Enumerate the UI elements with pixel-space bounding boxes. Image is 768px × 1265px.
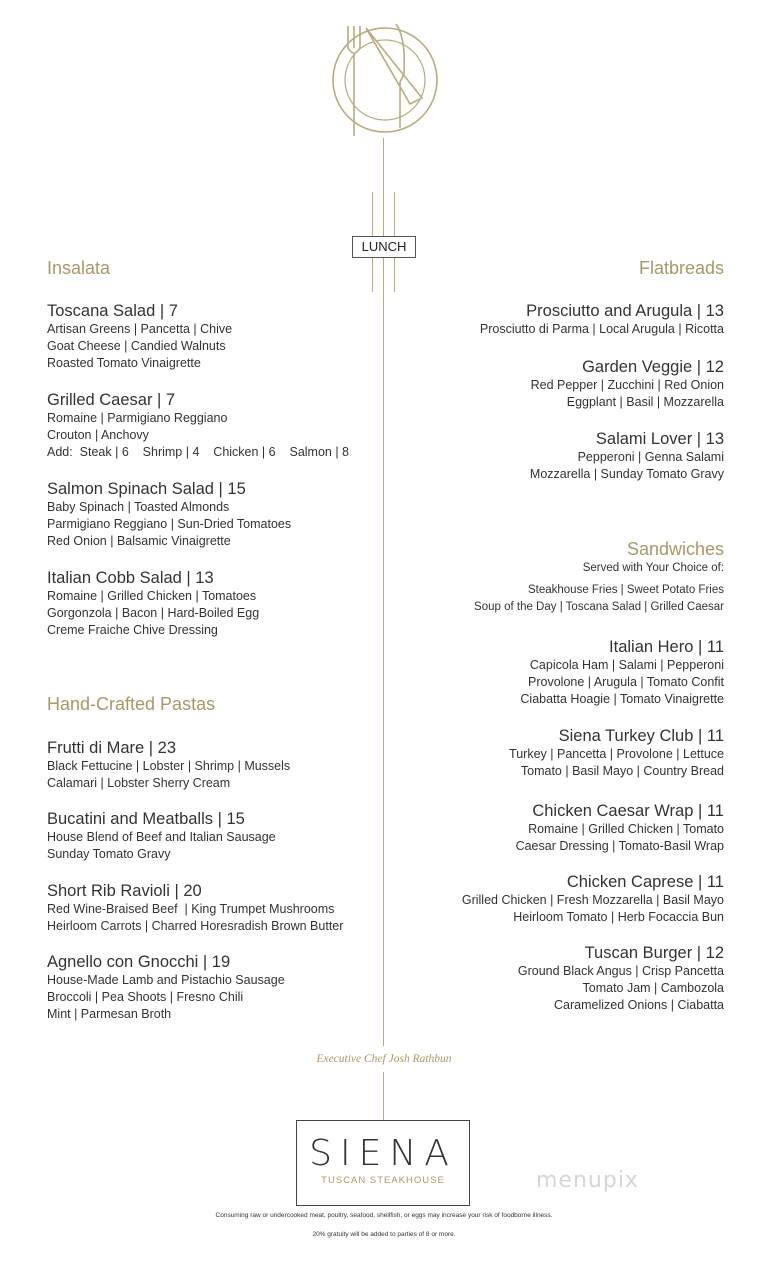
item-desc: Heirloom Carrots | Charred Horesradish Brown Butter [47,919,344,933]
menu-item-italian-hero [394,637,724,708]
lunch-line-right [394,192,395,236]
item-name: Grilled Caesar | 7 [47,391,176,409]
item-desc: Parmigiano Reggiano | Sun-Dried Tomatoes [47,517,292,531]
item-desc: Black Fettucine | Lobster | Shrimp | Mussels [47,759,291,773]
menu-item-tuscan-burger [394,943,724,1014]
item-desc: Turkey | Pancetta | Provolone | Lettuce [509,747,724,761]
sandwiches-sides-note [394,560,724,616]
item-desc: Baby Spinach | Toasted Almonds [47,500,230,514]
section-title-insalata: Insalata [47,258,111,278]
lunch-line-left-bottom [372,258,373,292]
menu-item-italian-cobb-salad [47,568,377,639]
menu-item-prosciutto-arugula [394,301,724,338]
item-desc: House-Made Lamb and Pistachio Sausage [47,973,285,987]
item-name: Italian Cobb Salad | 13 [47,569,214,587]
item-desc: Calamari | Lobster Sherry Cream [47,776,231,790]
lunch-label: LUNCH [352,236,416,258]
item-desc: Eggplant | Basil | Mozzarella [566,395,724,409]
sides-line: Soup of the Day | Toscana Salad | Grilled Caesar [474,601,724,613]
item-desc: Heirloom Tomato | Herb Focaccia Bun [513,910,724,924]
center-line-top [383,138,384,236]
item-desc: Artisan Greens | Pancetta | Chive [47,322,233,336]
menu-item-grilled-caesar [47,390,377,461]
item-desc: Roasted Tomato Vinaigrette [47,356,201,370]
menu-item-garden-veggie [394,357,724,411]
item-desc: Red Wine-Braised Beef | King Trumpet Mushrooms [47,902,335,916]
item-desc: Mint | Parmesan Broth [47,1007,172,1021]
item-desc: Provolone | Arugula | Tomato Confit [528,675,724,689]
item-name: Garden Veggie | 12 [582,358,724,376]
item-desc: Crouton | Anchovy [47,428,149,442]
item-desc: Creme Fraiche Chive Dressing [47,623,218,637]
item-desc: Red Pepper | Zucchini | Red Onion [530,378,724,392]
menu-item-agnello-gnocchi [47,952,377,1023]
item-name: Prosciutto and Arugula | 13 [526,302,724,320]
menu-item-bucatini-meatballs [47,809,377,863]
menu-item-short-rib-ravioli [47,881,377,935]
menu-item-frutti-di-mare [47,738,377,792]
item-desc: Ciabatta Hoagie | Tomato Vinaigrette [520,692,724,706]
item-desc: Capicola Ham | Salami | Pepperoni [529,658,724,672]
item-name: Short Rib Ravioli | 20 [47,882,202,900]
item-name: Salami Lover | 13 [595,430,724,448]
item-desc: Gorgonzola | Bacon | Hard-Boiled Egg [47,606,260,620]
item-desc: Mozzarella | Sunday Tomato Gravy [529,467,724,481]
menu-item-siena-turkey-club [394,726,724,780]
plate-fork-knife-icon [330,18,444,138]
item-name: Italian Hero | 11 [609,638,724,656]
section-title-flatbreads: Flatbreads [638,258,724,278]
logo-subtitle: TUSCAN STEAKHOUSE [321,1175,445,1186]
item-name: Agnello con Gnocchi | 19 [47,953,231,971]
item-desc: Prosciutto di Parma | Local Arugula | Ricotta [479,322,724,336]
sides-line: Steakhouse Fries | Sweet Potato Fries [527,584,724,596]
item-desc: House Blend of Beef and Italian Sausage [47,830,276,844]
item-desc: Ground Black Angus | Crisp Pancetta [517,964,724,978]
menu-item-chicken-caprese [394,872,724,926]
item-name: Siena Turkey Club | 11 [558,727,724,745]
item-desc: Tomato Jam | Cambozola [582,981,724,995]
item-desc: Grilled Chicken | Fresh Mozzarella | Basil Mayo [461,893,724,907]
item-desc: Romaine | Grilled Chicken | Tomatoes [47,589,257,603]
gratuity-note: 20% gratuity will be added to parties of 8 or more. [312,1231,456,1238]
item-desc: Romaine | Parmigiano Reggiano [47,411,228,425]
item-desc: Caramelized Onions | Ciabatta [554,998,724,1012]
item-desc: Broccoli | Pea Shoots | Fresno Chili [47,990,244,1004]
lunch-line-left [372,192,373,236]
item-desc: Romaine | Grilled Chicken | Tomato [528,822,724,836]
item-desc: Goat Cheese | Candied Walnuts [47,339,226,353]
section-title-pastas: Hand-Crafted Pastas [47,694,216,714]
sides-note: Served with Your Choice of: [582,562,724,574]
item-name: Bucatini and Meatballs | 15 [47,810,245,828]
item-desc: Sunday Tomato Gravy [47,847,171,861]
menu-item-toscana-salad [47,301,377,372]
item-name: Frutti di Mare | 23 [47,739,176,757]
item-desc: Caesar Dressing | Tomato-Basil Wrap [515,839,724,853]
watermark: menupix [536,1168,639,1193]
item-desc: Red Onion | Balsamic Vinaigrette [47,534,231,548]
item-name: Tuscan Burger | 12 [584,944,724,962]
section-title-sandwiches: Sandwiches [626,539,724,559]
item-desc: Add: Steak | 6 Shrimp | 4 Chicken | 6 Salmon | 8 [47,445,350,459]
item-desc: Pepperoni | Genna Salami [577,450,724,464]
chef-credit: Executive Chef Josh Rathbun [316,1053,452,1065]
menu-item-salami-lover [394,429,724,483]
logo-name: SIENA [309,1133,457,1174]
menu-item-salmon-spinach-salad [47,479,377,550]
center-line-main [383,258,384,1046]
item-name: Salmon Spinach Salad | 15 [47,480,246,498]
menu-item-chicken-caesar-wrap [394,801,724,855]
lunch-line-right-bottom [394,258,395,292]
siena-logo [296,1120,470,1206]
item-desc: Tomato | Basil Mayo | Country Bread [520,764,724,778]
item-name: Chicken Caesar Wrap | 11 [532,802,724,820]
center-line-bottom [383,1072,384,1120]
food-warning: Consuming raw or undercooked meat, poultry, seafood, shellfish, or eggs may increase your risk of foodborne illness. [215,1212,553,1219]
item-name: Chicken Caprese | 11 [566,873,724,891]
item-name: Toscana Salad | 7 [47,302,178,320]
